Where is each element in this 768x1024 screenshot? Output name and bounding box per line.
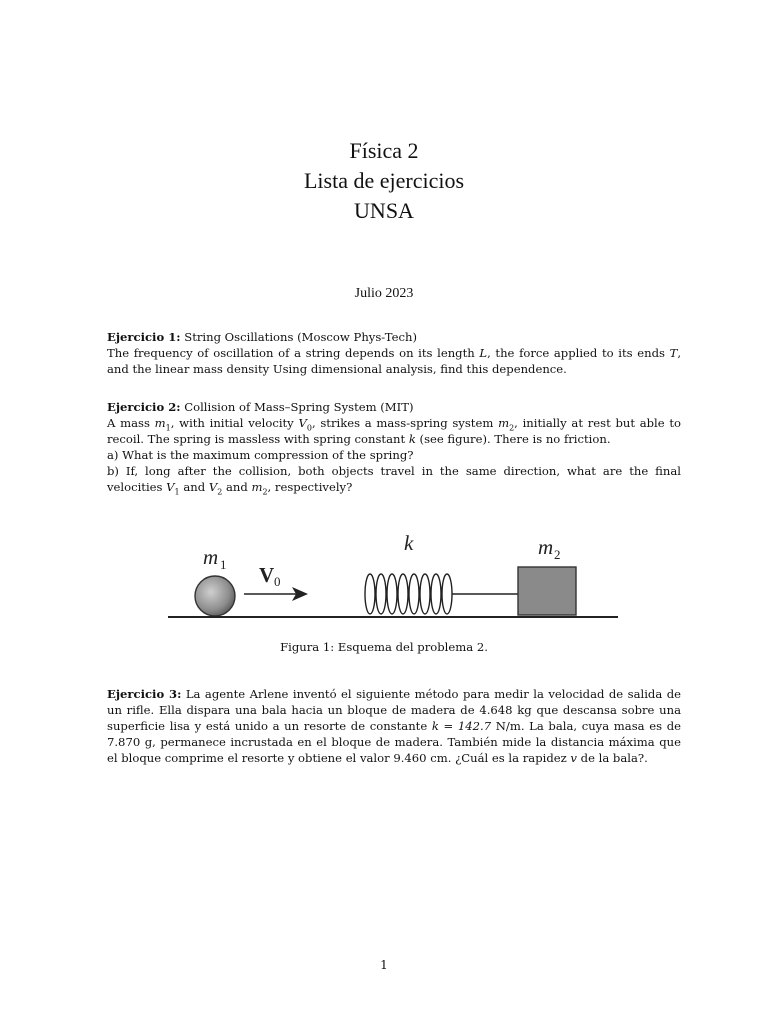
math-symbol: V [208, 480, 218, 494]
course-title: Física 2 [349, 138, 419, 163]
text-run: de la bala?. [576, 751, 648, 765]
exercise-1-title: String Oscillations (Moscow Phys-Tech) [184, 330, 417, 344]
text-run: kg que descansa sobre una superficie lisa y está unido a un resorte de constante [107, 703, 681, 733]
math-subscript: 2 [509, 423, 515, 433]
math-symbol: T [669, 346, 678, 360]
velocity-label: V [259, 563, 275, 587]
text-run: , initially at rest but able to recoil. The spring is massless with spring constant [107, 416, 681, 446]
text-run: and [179, 480, 209, 494]
text-run: , with initial velocity [170, 416, 299, 430]
exercise-2-title: Collision of Mass–Spring System (MIT) [184, 400, 414, 414]
document-subtitle: Lista de ejercicios [303, 168, 465, 193]
text-run: A mass [107, 416, 155, 430]
spring [365, 574, 518, 614]
institution-name: UNSA [354, 198, 414, 223]
text-run: (see figure). There is no friction. [415, 432, 611, 446]
mass-1-label: m [203, 545, 219, 569]
text-run: b) If, long after the collision, both objects travel in the same direction, what are the final velocities [107, 464, 681, 494]
exercise-2-body [107, 415, 681, 447]
mass-2-block [518, 567, 576, 615]
text-run: , the force applied to its ends [487, 346, 670, 360]
mass-spring-figure [168, 532, 618, 624]
velocity-subscript: 0 [274, 574, 281, 589]
exercise-2 [107, 399, 681, 495]
mass-1-subscript: 1 [220, 557, 227, 572]
text-run: La agente Arlene inventó el siguiente método para medir la velocidad de salida de un rifle. Ella dispara una bala hacia un bloque de madera de [107, 687, 682, 717]
text-run: The frequency of oscillation of a string depends on its length [107, 346, 480, 360]
bullet-mass-value: 7.870 [107, 735, 141, 749]
figure-caption: Figura 1: Esquema del problema 2. [280, 640, 488, 654]
title-block [0, 136, 768, 226]
math-symbol: V [166, 480, 175, 494]
text-run: N/m. La bala, cuya masa es de [491, 719, 681, 733]
exercise-1 [107, 329, 681, 377]
exercise-2-question-a: a) What is the maximum compression of the spring? [107, 448, 414, 462]
math-symbol: V [298, 416, 307, 430]
text-run: , strikes a mass-spring system [311, 416, 499, 430]
compression-distance-value: 9.460 [393, 751, 427, 765]
page-number: 1 [380, 958, 388, 972]
document-date: Julio 2023 [354, 286, 414, 301]
exercise-3 [107, 686, 681, 766]
block-mass-value: 4.648 [479, 703, 513, 717]
mass-1-ball [195, 576, 235, 616]
text-run: g, permanece incrustada en el bloque de madera. También mide la distancia máxima que el bloque comprime el resorte y obtiene el valor [107, 735, 681, 765]
exercise-2-question-b [107, 463, 681, 495]
math-symbol: k [408, 432, 416, 446]
text-run: cm. ¿Cuál es la rapidez [426, 751, 571, 765]
math-symbol: m [251, 480, 263, 494]
exercise-2-heading [107, 399, 681, 415]
exercise-1-heading [107, 329, 681, 345]
exercise-3-label: Ejercicio 3: [107, 687, 182, 701]
spring-constant-value: k = 142.7 [431, 719, 492, 733]
text-run: , and the linear mass density Using dimensional analysis, find this dependence. [107, 346, 682, 376]
text-run: , respectively? [267, 480, 353, 494]
math-subscript: 1 [174, 487, 180, 497]
math-symbol: L [479, 346, 488, 360]
math-subscript: 1 [165, 423, 171, 433]
mass-2-label: m [538, 535, 554, 559]
exercise-1-body [107, 345, 681, 377]
math-symbol: v [570, 751, 577, 765]
exercise-3-body [107, 686, 681, 766]
math-subscript: 0 [306, 423, 312, 433]
text-run: and [222, 480, 252, 494]
math-symbol: m [498, 416, 510, 430]
exercise-1-label: Ejercicio 1: [107, 330, 181, 344]
mass-2-subscript: 2 [554, 547, 561, 562]
math-subscript: 2 [262, 487, 268, 497]
spring-constant-label: k [404, 532, 414, 555]
math-symbol: m [154, 416, 166, 430]
math-subscript: 2 [217, 487, 223, 497]
exercise-2-label: Ejercicio 2: [107, 400, 181, 414]
